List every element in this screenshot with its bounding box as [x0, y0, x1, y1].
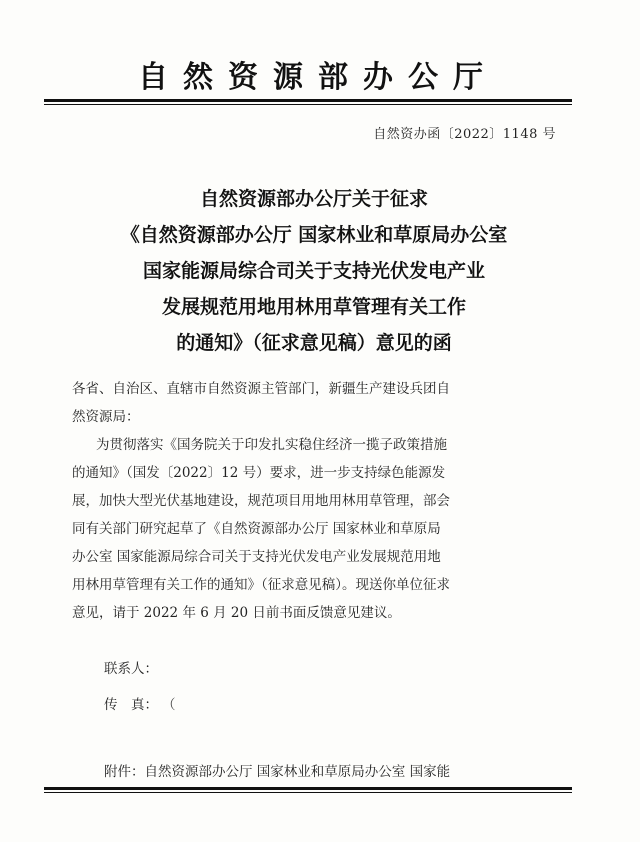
- body-line: 办公室 国家能源局综合司关于支持光伏发电产业发展规范用地: [72, 549, 441, 565]
- body-line: 用林用草管理有关工作的通知》（征求意见稿）。现送你单位征求: [72, 577, 450, 593]
- body-line: 意见，请于 2022 年 6 月 20 日前书面反馈意见建议。: [72, 605, 401, 621]
- body-line: 为贯彻落实《国务院关于印发扎实稳住经济一揽子政策措施: [96, 437, 447, 453]
- body-line: 展，加快大型光伏基地建设，规范项目用地用林用草管理，部会: [72, 493, 450, 509]
- footer-rule-thick: [44, 787, 572, 790]
- contact-person-label: 联系人：: [104, 661, 158, 677]
- header-rule-thick: [44, 99, 572, 102]
- salutation-line: 各省、自治区、直辖市自然资源主管部门，新疆生产建设兵团自: [72, 381, 450, 397]
- document-number: 自然资办函〔2022〕1148 号: [373, 127, 556, 142]
- fax-label: 传 真：: [104, 697, 158, 713]
- attachment-line: 附件：自然资源部办公厅 国家林业和草原局办公室 国家能: [104, 764, 451, 780]
- document-title: [64, 181, 564, 361]
- body-line: 的通知》（国发〔2022〕12 号）要求，进一步支持绿色能源发: [72, 465, 446, 481]
- footer-rule-thin: [44, 792, 572, 793]
- salutation-line: 然资源局：: [72, 409, 140, 425]
- body-line: 同有关部门研究起草了《自然资源部办公厅 国家林业和草原局: [72, 521, 441, 537]
- fax-row: [104, 693, 176, 713]
- letter-body: [72, 375, 558, 627]
- contact-person-row: [104, 657, 162, 677]
- title-line: 的通知》（征求意见稿）意见的函: [176, 332, 452, 354]
- title-line: 发展规范用地用林用草管理有关工作: [161, 296, 466, 318]
- header-rule-thin: [44, 104, 572, 105]
- fax-value: （: [162, 697, 176, 713]
- title-line: 《自然资源部办公厅 国家林业和草原局办公室: [120, 224, 508, 246]
- issuer-header: 自然资源部办公厅: [138, 60, 498, 95]
- title-line: 国家能源局综合司关于支持光伏发电产业: [142, 260, 485, 282]
- title-line: 自然资源部办公厅关于征求: [199, 188, 428, 210]
